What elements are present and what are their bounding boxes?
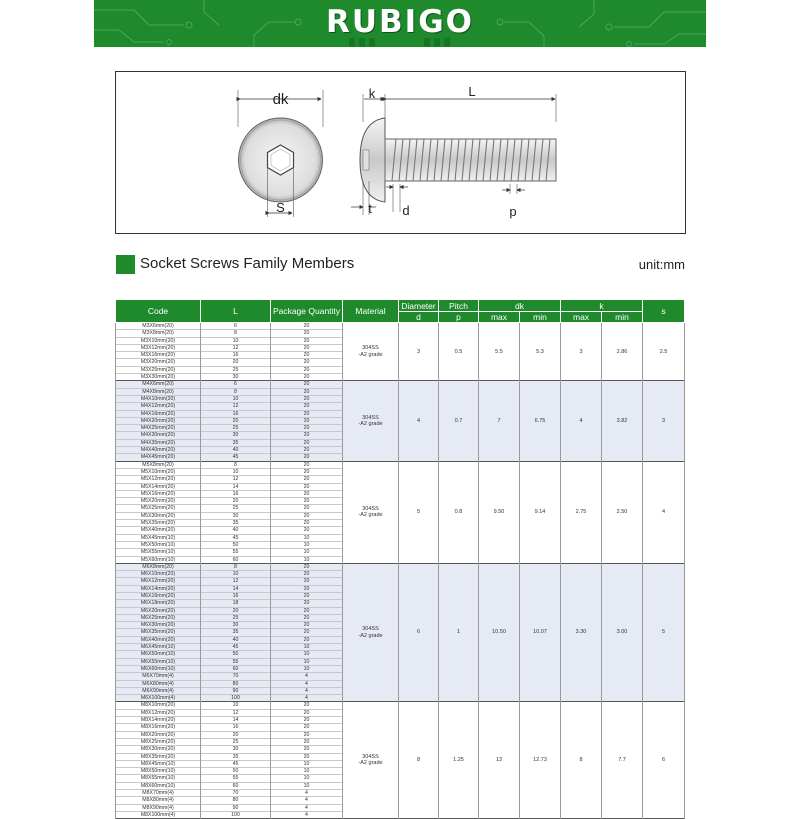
cell-length: 20 — [201, 359, 271, 366]
section-marker — [116, 255, 135, 274]
cell-package: 20 — [271, 344, 343, 351]
cell-code: M4X8mm(20) — [116, 388, 201, 395]
cell-length: 35 — [201, 520, 271, 527]
cell-code: M4X25mm(20) — [116, 425, 201, 432]
cell-package: 20 — [271, 702, 343, 709]
cell-code: M4X12mm(20) — [116, 403, 201, 410]
material-line: -A2 grade — [358, 512, 383, 519]
cell-package: 20 — [271, 600, 343, 607]
cell-code: M6X80mm(4) — [116, 680, 201, 687]
cell-k-min: 3.82 — [602, 381, 643, 461]
cell-package: 10 — [271, 556, 343, 563]
cell-pitch: 0.8 — [439, 461, 479, 563]
cell-code: M5X14mm(20) — [116, 483, 201, 490]
cell-length: 25 — [201, 505, 271, 512]
cell-code: M8X45mm(10) — [116, 760, 201, 767]
cell-code: M8X10mm(20) — [116, 702, 201, 709]
cell-package: 20 — [271, 410, 343, 417]
cell-length: 80 — [201, 797, 271, 804]
cell-code: M4X45mm(20) — [116, 454, 201, 461]
material-line: -A2 grade — [358, 632, 383, 639]
cell-k-min: 7.7 — [602, 702, 643, 819]
cell-package: 20 — [271, 614, 343, 621]
cell-length: 25 — [201, 738, 271, 745]
cell-code: M6X14mm(20) — [116, 585, 201, 592]
cell-dk-max: 7 — [479, 381, 520, 461]
cell-length: 35 — [201, 439, 271, 446]
cell-package: 20 — [271, 578, 343, 585]
cell-package: 20 — [271, 323, 343, 330]
cell-code: M3X6mm(20) — [116, 323, 201, 330]
label-k: k — [368, 86, 376, 101]
material-line: 304SS — [362, 345, 379, 352]
cell-code: M3X20mm(20) — [116, 359, 201, 366]
table-row — [116, 323, 685, 330]
cell-code: M8X20mm(20) — [116, 731, 201, 738]
cell-k-max: 2.75 — [561, 461, 602, 563]
cell-code: M6X30mm(20) — [116, 622, 201, 629]
cell-package: 20 — [271, 432, 343, 439]
cell-length: 20 — [201, 498, 271, 505]
cell-pitch: 1.25 — [439, 702, 479, 819]
unit-label: unit:mm — [638, 257, 685, 272]
header-pitch-sub: p — [439, 312, 479, 323]
cell-code: M8X60mm(10) — [116, 782, 201, 789]
cell-length: 8 — [201, 388, 271, 395]
cell-package: 20 — [271, 425, 343, 432]
size-group — [116, 702, 685, 819]
cell-code: M5X60mm(10) — [116, 556, 201, 563]
header-diameter: Diameter — [399, 300, 439, 312]
cell-package: 20 — [271, 738, 343, 745]
section-title: Socket Screws Family Members — [140, 255, 355, 272]
cell-length: 6 — [201, 323, 271, 330]
cell-code: M4X20mm(20) — [116, 417, 201, 424]
cell-package: 20 — [271, 381, 343, 388]
cell-code: M6X12mm(20) — [116, 578, 201, 585]
cell-package: 20 — [271, 498, 343, 505]
cell-package: 20 — [271, 374, 343, 381]
cell-length: 40 — [201, 447, 271, 454]
cell-dk-min: 12.73 — [520, 702, 561, 819]
cell-length: 45 — [201, 534, 271, 541]
cell-package: 20 — [271, 395, 343, 402]
cell-package: 20 — [271, 476, 343, 483]
cell-package: 10 — [271, 549, 343, 556]
header-package: Package Quantity — [271, 300, 343, 323]
cell-package: 20 — [271, 337, 343, 344]
header-l: L — [201, 300, 271, 323]
cell-length: 10 — [201, 395, 271, 402]
cell-dk-min: 9.14 — [520, 461, 561, 563]
cell-code: M4X6mm(20) — [116, 381, 201, 388]
cell-package: 10 — [271, 782, 343, 789]
cell-k-min: 3.00 — [602, 563, 643, 702]
cell-length: 25 — [201, 425, 271, 432]
cell-code: M6X25mm(20) — [116, 614, 201, 621]
cell-length: 12 — [201, 709, 271, 716]
header-k-min: min — [602, 312, 643, 323]
cell-package: 20 — [271, 592, 343, 599]
cell-length: 60 — [201, 665, 271, 672]
cell-length: 10 — [201, 337, 271, 344]
header-k-max: max — [561, 312, 602, 323]
cell-package: 20 — [271, 388, 343, 395]
cell-code: M4X16mm(20) — [116, 410, 201, 417]
cell-package: 4 — [271, 695, 343, 702]
cell-length: 12 — [201, 476, 271, 483]
cell-code: M8X80mm(4) — [116, 797, 201, 804]
cell-code: M6X100mm(4) — [116, 695, 201, 702]
cell-diameter: 8 — [399, 702, 439, 819]
cell-code: M4X10mm(20) — [116, 395, 201, 402]
cell-code: M4X40mm(20) — [116, 447, 201, 454]
table-row — [116, 702, 685, 709]
cell-code: M8X100mm(4) — [116, 811, 201, 818]
cell-s: 3 — [643, 381, 685, 461]
cell-package: 10 — [271, 644, 343, 651]
cell-package: 10 — [271, 541, 343, 548]
cell-length: 18 — [201, 600, 271, 607]
cell-length: 12 — [201, 403, 271, 410]
cell-package: 20 — [271, 468, 343, 475]
screw-drawing — [116, 72, 685, 233]
cell-package: 20 — [271, 359, 343, 366]
cell-code: M6X50mm(10) — [116, 651, 201, 658]
cell-package: 4 — [271, 673, 343, 680]
cell-code: M5X25mm(20) — [116, 505, 201, 512]
size-group — [116, 323, 685, 381]
cell-code: M6X45mm(10) — [116, 644, 201, 651]
size-group — [116, 563, 685, 702]
cell-package: 10 — [271, 665, 343, 672]
label-s: S — [276, 200, 285, 215]
cell-code: M6X8mm(20) — [116, 563, 201, 570]
material-line: 304SS — [362, 505, 379, 512]
cell-code: M8X50mm(10) — [116, 768, 201, 775]
cell-length: 10 — [201, 571, 271, 578]
label-p: p — [509, 204, 517, 219]
cell-code: M5X16mm(20) — [116, 490, 201, 497]
cell-k-max: 4 — [561, 381, 602, 461]
label-L: L — [468, 84, 476, 99]
cell-code: M8X14mm(20) — [116, 717, 201, 724]
cell-code: M6X40mm(20) — [116, 636, 201, 643]
cell-dk-min: 5.3 — [520, 323, 561, 381]
cell-length: 50 — [201, 651, 271, 658]
cell-code: M6X18mm(20) — [116, 600, 201, 607]
cell-length: 40 — [201, 527, 271, 534]
cell-package: 4 — [271, 790, 343, 797]
cell-code: M6X16mm(20) — [116, 592, 201, 599]
cell-package: 20 — [271, 717, 343, 724]
cell-length: 14 — [201, 585, 271, 592]
cell-package: 10 — [271, 534, 343, 541]
cell-material — [343, 323, 399, 381]
cell-code: M5X10mm(20) — [116, 468, 201, 475]
cell-package: 20 — [271, 490, 343, 497]
cell-k-max: 3.30 — [561, 563, 602, 702]
cell-s: 6 — [643, 702, 685, 819]
cell-package: 10 — [271, 658, 343, 665]
cell-length: 80 — [201, 680, 271, 687]
cell-package: 20 — [271, 636, 343, 643]
cell-package: 10 — [271, 760, 343, 767]
cell-length: 14 — [201, 483, 271, 490]
brand-title: RUBIGO — [325, 4, 474, 40]
header-dk-min: min — [520, 312, 561, 323]
cell-code: M5X12mm(20) — [116, 476, 201, 483]
cell-code: M5X40mm(20) — [116, 527, 201, 534]
cell-code: M3X30mm(20) — [116, 374, 201, 381]
cell-package: 20 — [271, 505, 343, 512]
cell-length: 60 — [201, 556, 271, 563]
header-pitch: Pitch — [439, 300, 479, 312]
cell-package: 20 — [271, 403, 343, 410]
header-s: s — [643, 300, 685, 323]
cell-length: 16 — [201, 410, 271, 417]
cell-package: 20 — [271, 731, 343, 738]
cell-k-min: 2.86 — [602, 323, 643, 381]
cell-package: 20 — [271, 571, 343, 578]
cell-code: M5X30mm(20) — [116, 512, 201, 519]
table-row — [116, 461, 685, 468]
cell-package: 20 — [271, 461, 343, 468]
table-row — [116, 563, 685, 570]
cell-length: 30 — [201, 432, 271, 439]
cell-length: 90 — [201, 804, 271, 811]
cell-code: M8X25mm(20) — [116, 738, 201, 745]
cell-length: 30 — [201, 374, 271, 381]
cell-code: M3X12mm(20) — [116, 344, 201, 351]
cell-length: 30 — [201, 512, 271, 519]
cell-dk-min: 10.07 — [520, 563, 561, 702]
cell-package: 20 — [271, 520, 343, 527]
cell-code: M3X10mm(20) — [116, 337, 201, 344]
cell-package: 20 — [271, 417, 343, 424]
cell-length: 35 — [201, 629, 271, 636]
cell-package: 20 — [271, 629, 343, 636]
cell-package: 4 — [271, 804, 343, 811]
cell-package: 4 — [271, 680, 343, 687]
cell-package: 20 — [271, 483, 343, 490]
cell-code: M4X30mm(20) — [116, 432, 201, 439]
cell-code: M6X55mm(10) — [116, 658, 201, 665]
cell-length: 8 — [201, 563, 271, 570]
screw-dimension-diagram — [115, 71, 686, 234]
cell-length: 40 — [201, 636, 271, 643]
cell-package: 4 — [271, 797, 343, 804]
cell-length: 12 — [201, 578, 271, 585]
cell-package: 20 — [271, 512, 343, 519]
cell-length: 25 — [201, 366, 271, 373]
cell-length: 6 — [201, 381, 271, 388]
cell-code: M6X35mm(20) — [116, 629, 201, 636]
cell-dk-max: 9.50 — [479, 461, 520, 563]
cell-code: M6X70mm(4) — [116, 673, 201, 680]
cell-code: M3X16mm(20) — [116, 352, 201, 359]
cell-package: 20 — [271, 622, 343, 629]
label-d: d — [402, 203, 410, 218]
cell-package: 20 — [271, 447, 343, 454]
cell-length: 35 — [201, 753, 271, 760]
cell-code: M6X10mm(20) — [116, 571, 201, 578]
header-code: Code — [116, 300, 201, 323]
label-t: t — [368, 201, 372, 216]
header-dk: dk — [479, 300, 561, 312]
cell-diameter: 4 — [399, 381, 439, 461]
brand-banner — [94, 0, 706, 47]
cell-code: M4X35mm(20) — [116, 439, 201, 446]
cell-length: 45 — [201, 644, 271, 651]
cell-length: 45 — [201, 760, 271, 767]
cell-package: 4 — [271, 687, 343, 694]
cell-length: 14 — [201, 717, 271, 724]
cell-length: 30 — [201, 746, 271, 753]
cell-package: 20 — [271, 746, 343, 753]
cell-k-max: 3 — [561, 323, 602, 381]
cell-code: M6X20mm(20) — [116, 607, 201, 614]
cell-s: 5 — [643, 563, 685, 702]
cell-dk-max: 13 — [479, 702, 520, 819]
cell-code: M5X45mm(10) — [116, 534, 201, 541]
cell-package: 20 — [271, 330, 343, 337]
cell-code: M8X55mm(10) — [116, 775, 201, 782]
cell-length: 100 — [201, 811, 271, 818]
cell-length: 70 — [201, 790, 271, 797]
cell-package: 20 — [271, 439, 343, 446]
cell-package: 20 — [271, 709, 343, 716]
cell-dk-max: 5.5 — [479, 323, 520, 381]
cell-code: M3X25mm(20) — [116, 366, 201, 373]
cell-package: 20 — [271, 607, 343, 614]
cell-code: M5X8mm(20) — [116, 461, 201, 468]
header-dk-max: max — [479, 312, 520, 323]
cell-code: M8X30mm(20) — [116, 746, 201, 753]
cell-package: 20 — [271, 527, 343, 534]
cell-length: 8 — [201, 330, 271, 337]
cell-code: M8X12mm(20) — [116, 709, 201, 716]
cell-dk-min: 6.75 — [520, 381, 561, 461]
cell-package: 10 — [271, 651, 343, 658]
cell-pitch: 1 — [439, 563, 479, 702]
cell-length: 55 — [201, 775, 271, 782]
material-line: 304SS — [362, 626, 379, 633]
cell-code: M8X90mm(4) — [116, 804, 201, 811]
cell-package: 10 — [271, 775, 343, 782]
label-dk: dk — [272, 91, 289, 108]
cell-length: 8 — [201, 461, 271, 468]
cell-s: 2.5 — [643, 323, 685, 381]
cell-code: M5X55mm(10) — [116, 549, 201, 556]
material-line: -A2 grade — [358, 760, 383, 767]
cell-length: 20 — [201, 731, 271, 738]
cell-length: 70 — [201, 673, 271, 680]
cell-code: M6X90mm(4) — [116, 687, 201, 694]
cell-length: 20 — [201, 417, 271, 424]
cell-s: 4 — [643, 461, 685, 563]
cell-code: M5X50mm(10) — [116, 541, 201, 548]
cell-material — [343, 563, 399, 702]
cell-code: M3X8mm(20) — [116, 330, 201, 337]
material-line: 304SS — [362, 754, 379, 761]
cell-length: 45 — [201, 454, 271, 461]
size-group — [116, 381, 685, 461]
cell-diameter: 5 — [399, 461, 439, 563]
cell-length: 16 — [201, 490, 271, 497]
cell-code: M6X60mm(10) — [116, 665, 201, 672]
cell-length: 20 — [201, 607, 271, 614]
material-line: 304SS — [362, 414, 379, 421]
cell-package: 10 — [271, 768, 343, 775]
top-view — [238, 90, 323, 217]
cell-material — [343, 381, 399, 461]
header-material: Material — [343, 300, 399, 323]
cell-length: 16 — [201, 592, 271, 599]
header-diameter-sub: d — [399, 312, 439, 323]
cell-k-max: 8 — [561, 702, 602, 819]
material-line: -A2 grade — [358, 421, 383, 427]
size-group — [116, 461, 685, 563]
table-row — [116, 381, 685, 388]
header-k: k — [561, 300, 643, 312]
cell-diameter: 6 — [399, 563, 439, 702]
cell-length: 16 — [201, 724, 271, 731]
cell-pitch: 0.7 — [439, 381, 479, 461]
cell-k-min: 2.50 — [602, 461, 643, 563]
cell-code: M8X35mm(20) — [116, 753, 201, 760]
cell-length: 16 — [201, 352, 271, 359]
cell-code: M8X16mm(20) — [116, 724, 201, 731]
cell-diameter: 3 — [399, 323, 439, 381]
cell-package: 20 — [271, 724, 343, 731]
cell-package: 20 — [271, 753, 343, 760]
material-line: -A2 grade — [358, 351, 383, 358]
cell-length: 50 — [201, 768, 271, 775]
cell-package: 20 — [271, 563, 343, 570]
cell-package: 4 — [271, 811, 343, 818]
cell-package: 20 — [271, 454, 343, 461]
cell-code: M5X35mm(20) — [116, 520, 201, 527]
cell-code: M5X20mm(20) — [116, 498, 201, 505]
cell-dk-max: 10.50 — [479, 563, 520, 702]
cell-length: 55 — [201, 658, 271, 665]
cell-length: 12 — [201, 344, 271, 351]
cell-material — [343, 461, 399, 563]
cell-length: 60 — [201, 782, 271, 789]
cell-package: 20 — [271, 352, 343, 359]
cell-length: 55 — [201, 549, 271, 556]
cell-pitch: 0.5 — [439, 323, 479, 381]
cell-length: 90 — [201, 687, 271, 694]
cell-length: 25 — [201, 614, 271, 621]
cell-length: 10 — [201, 702, 271, 709]
cell-code: M8X70mm(4) — [116, 790, 201, 797]
spec-table — [115, 299, 685, 819]
cell-length: 50 — [201, 541, 271, 548]
side-view — [351, 94, 556, 215]
cell-material — [343, 702, 399, 819]
cell-length: 30 — [201, 622, 271, 629]
cell-package: 20 — [271, 585, 343, 592]
cell-length: 100 — [201, 695, 271, 702]
cell-length: 10 — [201, 468, 271, 475]
cell-package: 20 — [271, 366, 343, 373]
